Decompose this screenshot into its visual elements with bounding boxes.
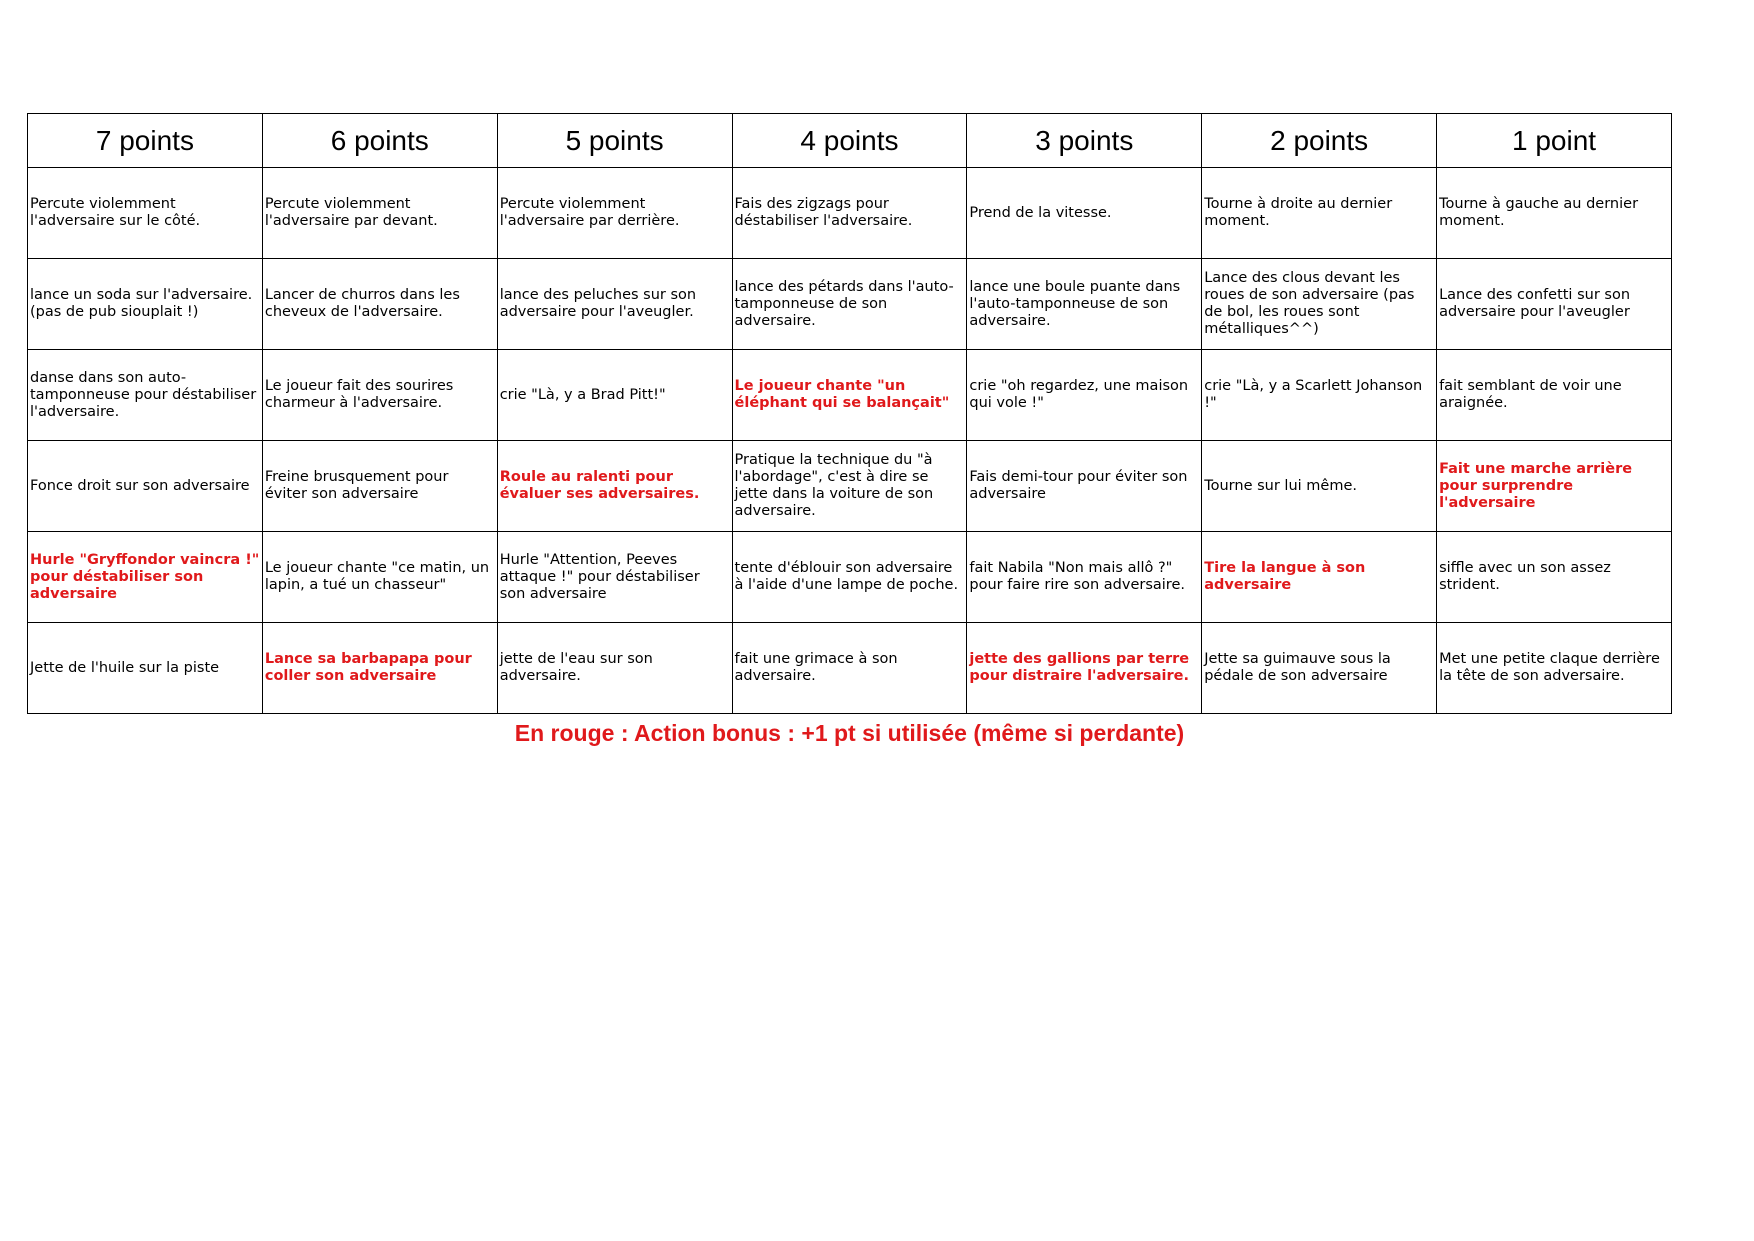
table-cell: Hurle "Attention, Peeves attaque !" pour déstabiliser son adversaire (497, 532, 732, 623)
table-cell: fait semblant de voir une araignée. (1437, 350, 1672, 441)
table-cell: jette de l'eau sur son adversaire. (497, 623, 732, 714)
header-4-points: 4 points (732, 114, 967, 168)
table-cell: lance un soda sur l'adversaire. (pas de pub siouplait !) (28, 259, 263, 350)
header-3-points: 3 points (967, 114, 1202, 168)
table-cell: Roule au ralenti pour évaluer ses adversaires. (497, 441, 732, 532)
table-cell: Fais des zigzags pour déstabiliser l'adversaire. (732, 168, 967, 259)
table-cell: Tourne sur lui même. (1202, 441, 1437, 532)
table-cell: lance une boule puante dans l'auto-tamponneuse de son adversaire. (967, 259, 1202, 350)
table-cell: Jette sa guimauve sous la pédale de son adversaire (1202, 623, 1437, 714)
table-cell: crie "Là, y a Brad Pitt!" (497, 350, 732, 441)
table-cell: Lance des clous devant les roues de son adversaire (pas de bol, les roues sont métalliques^^) (1202, 259, 1437, 350)
table-cell: Hurle "Gryffondor vaincra !" pour déstabiliser son adversaire (28, 532, 263, 623)
table-cell: Percute violemment l'adversaire sur le côté. (28, 168, 263, 259)
table-cell: crie "Là, y a Scarlett Johanson !" (1202, 350, 1437, 441)
table-row (28, 532, 1672, 623)
table-cell: Met une petite claque derrière la tête de son adversaire. (1437, 623, 1672, 714)
table-cell: Freine brusquement pour éviter son adversaire (262, 441, 497, 532)
table-cell: Percute violemment l'adversaire par derrière. (497, 168, 732, 259)
table-cell: Tourne à droite au dernier moment. (1202, 168, 1437, 259)
table-cell: fait une grimace à son adversaire. (732, 623, 967, 714)
table-cell: siffle avec un son assez strident. (1437, 532, 1672, 623)
table-cell: Pratique la technique du "à l'abordage", c'est à dire se jette dans la voiture de son adversaire. (732, 441, 967, 532)
table-cell: Jette de l'huile sur la piste (28, 623, 263, 714)
table-cell: Le joueur chante "un éléphant qui se balançait" (732, 350, 967, 441)
table-cell: Tire la langue à son adversaire (1202, 532, 1437, 623)
table-cell: Fonce droit sur son adversaire (28, 441, 263, 532)
header-5-points: 5 points (497, 114, 732, 168)
table-cell: danse dans son auto-tamponneuse pour déstabiliser l'adversaire. (28, 350, 263, 441)
table-cell: Le joueur chante "ce matin, un lapin, a tué un chasseur" (262, 532, 497, 623)
table-cell: crie "oh regardez, une maison qui vole !" (967, 350, 1202, 441)
table-cell: Lance sa barbapapa pour coller son adversaire (262, 623, 497, 714)
header-6-points: 6 points (262, 114, 497, 168)
table-cell: Percute violemment l'adversaire par devant. (262, 168, 497, 259)
bonus-legend: En rouge : Action bonus : +1 pt si utilisée (même si perdante) (514, 720, 1185, 746)
table-cell: fait Nabila "Non mais allô ?" pour faire rire son adversaire. (967, 532, 1202, 623)
table-cell: Lancer de churros dans les cheveux de l'adversaire. (262, 259, 497, 350)
table-row (28, 168, 1672, 259)
table-row (28, 350, 1672, 441)
table-cell: Fais demi-tour pour éviter son adversaire (967, 441, 1202, 532)
header-row (28, 114, 1672, 168)
header-7-points: 7 points (28, 114, 263, 168)
table-row (28, 623, 1672, 714)
header-2-points: 2 points (1202, 114, 1437, 168)
table-cell: tente d'éblouir son adversaire à l'aide d'une lampe de poche. (732, 532, 967, 623)
table-cell: Le joueur fait des sourires charmeur à l'adversaire. (262, 350, 497, 441)
table-row (28, 259, 1672, 350)
header-1-point: 1 point (1437, 114, 1672, 168)
table-cell: Tourne à gauche au dernier moment. (1437, 168, 1672, 259)
table-cell: Fait une marche arrière pour surprendre l'adversaire (1437, 441, 1672, 532)
table-cell: lance des peluches sur son adversaire pour l'aveugler. (497, 259, 732, 350)
points-table (27, 113, 1672, 714)
table-cell: Prend de la vitesse. (967, 168, 1202, 259)
table-cell: jette des gallions par terre pour distraire l'adversaire. (967, 623, 1202, 714)
table-cell: Lance des confetti sur son adversaire pour l'aveugler (1437, 259, 1672, 350)
table-cell: lance des pétards dans l'auto-tamponneuse de son adversaire. (732, 259, 967, 350)
table-row (28, 441, 1672, 532)
